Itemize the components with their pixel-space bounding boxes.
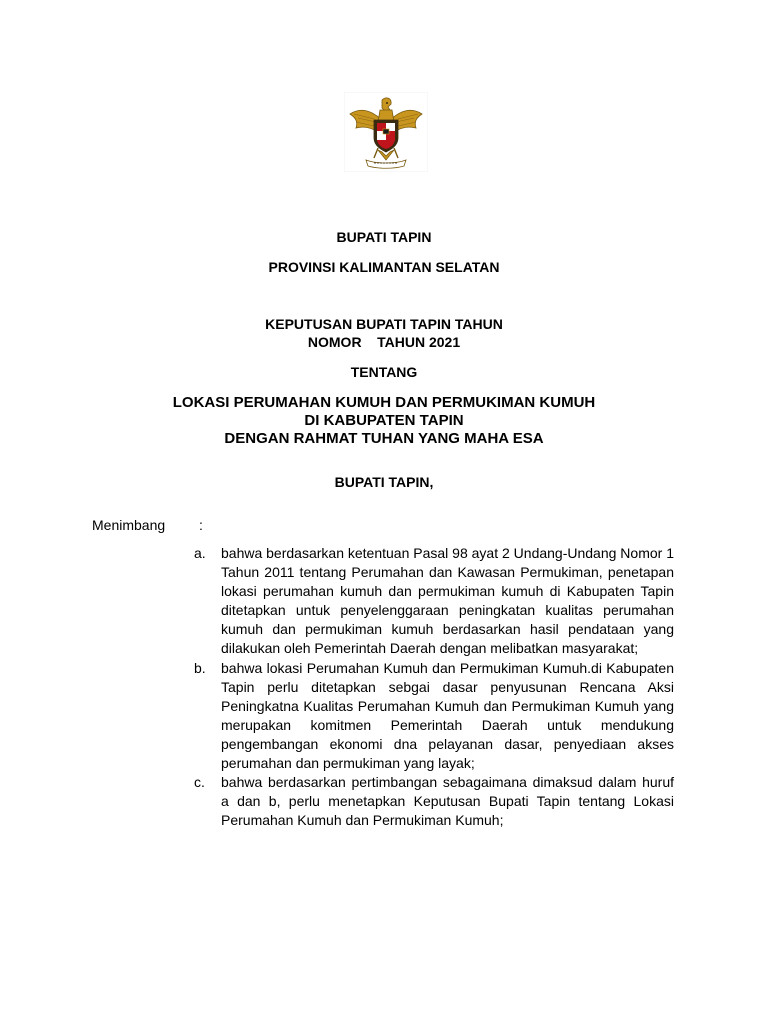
province-heading: PROVINSI KALIMANTAN SELATAN [268, 259, 500, 275]
about-label: TENTANG [350, 364, 418, 380]
invocation-line: DENGAN RAHMAT TUHAN YANG MAHA ESA [224, 430, 544, 447]
item-text: bahwa berdasarkan pertimbangan sebagaimana dimaksud dalam huruf a dan b, perlu menetapkan Keputusan Bupati Tapin tentang Lokasi Perumahan Kumuh dan Permukiman Kumuh; [221, 774, 674, 829]
item-marker: a. [194, 545, 206, 561]
item-marker: b. [194, 659, 206, 676]
list-item [194, 773, 674, 830]
item-marker: c. [194, 774, 205, 791]
considerations-colon: : [199, 517, 203, 533]
list-item [194, 544, 674, 659]
decree-title: KEPUTUSAN BUPATI TAPIN TAHUN [265, 316, 503, 332]
garuda-emblem-icon [344, 92, 428, 172]
considerations-list [194, 544, 674, 830]
item-text: bahwa lokasi Perumahan Kumuh dan Permukiman Kumuh.di Kabupaten Tapin perlu ditetapkan sebgai dasar penyusunan Rencana Aksi Peningkatna Kualitas Perumahan Kumuh dan Permukiman Kumuh yang merupakan komitmen Pemerintah Daerah untuk mendukung pengembangan ekonomi dna pelayanan dasar, penyediaan akses perumahan dan permukiman yang layak; [221, 659, 674, 772]
subject-line-1: LOKASI PERUMAHAN KUMUH DAN PERMUKIMAN KUMUH [172, 394, 596, 411]
decree-number: NOMOR TAHUN 2021 [307, 334, 461, 350]
subject-line-2: DI KABUPATEN TAPIN [304, 412, 464, 429]
authority-heading: BUPATI TAPIN [336, 229, 432, 245]
issuer-heading: BUPATI TAPIN, [334, 474, 434, 490]
considerations-label: Menimbang [92, 517, 166, 533]
item-text: bahwa berdasarkan ketentuan Pasal 98 ayat 2 Undang-Undang Nomor 1 Tahun 2011 tentang Perumahan dan Kawasan Permukiman, penetapan lokasi perumahan kumuh dan permukiman kumuh di Kabupaten Tapin ditetapkan untuk penyelenggaraan peningkatan kualitas perumahan kumuh dan permukiman kumuh berdasarkan hasil pendataan yang dilakukan oleh Pemerintah Daerah dengan melibatkan masyarakat; [221, 545, 674, 657]
list-item [194, 659, 674, 774]
